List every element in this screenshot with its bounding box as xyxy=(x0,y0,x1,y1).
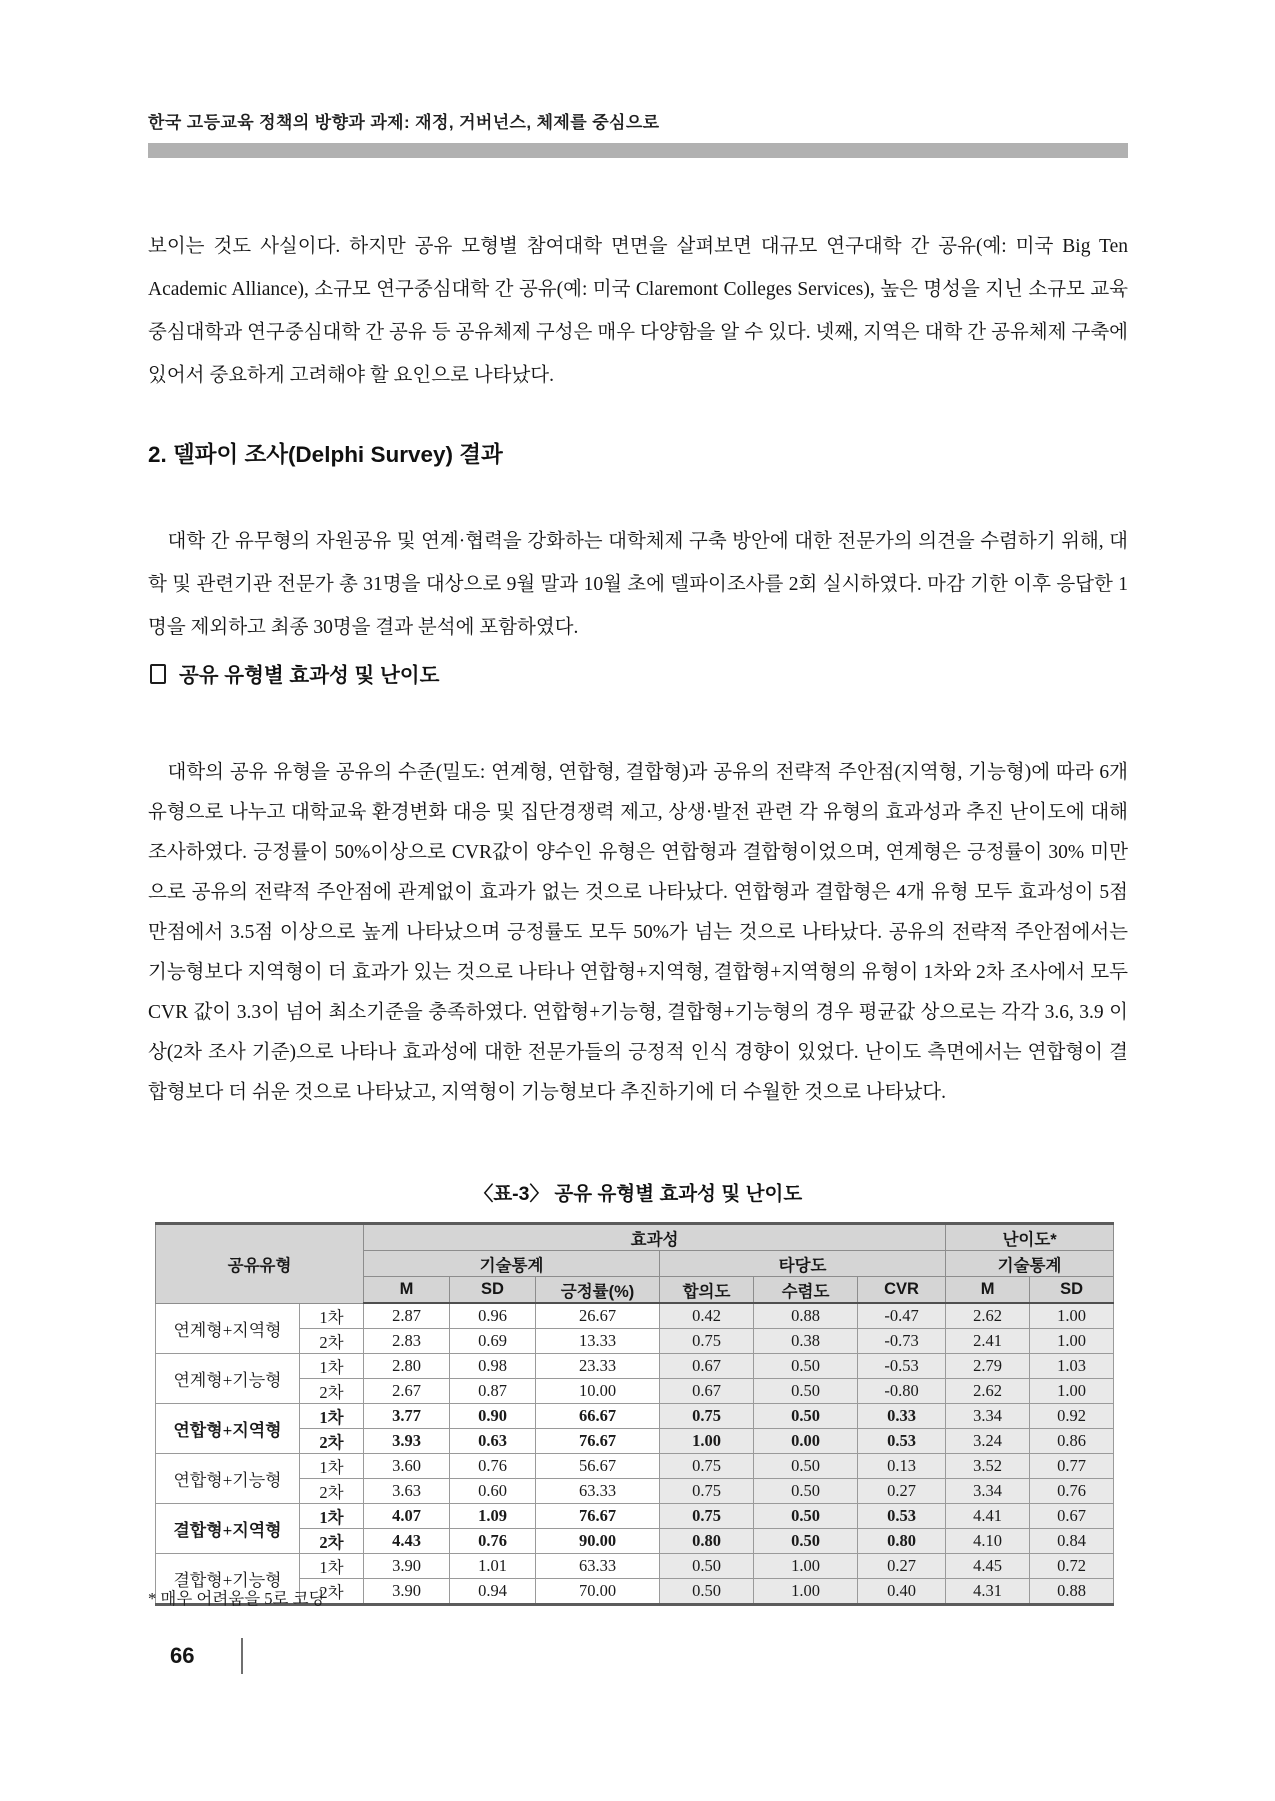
value-cell: 3.90 xyxy=(364,1578,450,1604)
value-cell: 0.67 xyxy=(1030,1503,1114,1528)
value-cell: 3.90 xyxy=(364,1553,450,1578)
value-cell: 0.27 xyxy=(858,1553,946,1578)
value-cell: 0.42 xyxy=(660,1303,754,1328)
value-cell: 2.87 xyxy=(364,1303,450,1328)
value-cell: 0.75 xyxy=(660,1453,754,1478)
section-heading: 2. 델파이 조사(Delphi Survey) 결과 xyxy=(148,442,503,467)
table-footnote: * 매우 어려움을 5로 코딩 xyxy=(148,1589,325,1608)
value-cell: 0.50 xyxy=(660,1553,754,1578)
value-cell: 0.50 xyxy=(754,1453,858,1478)
value-cell: 0.60 xyxy=(450,1478,536,1503)
value-cell: 0.50 xyxy=(754,1403,858,1428)
header-effectiveness: 효과성 xyxy=(364,1224,946,1251)
value-cell: 10.00 xyxy=(536,1378,660,1403)
header-col-agreement: 합의도 xyxy=(660,1277,754,1304)
header-desc-stats: 기술통계 xyxy=(364,1251,660,1277)
running-header xyxy=(148,108,1128,158)
round-cell: 2차 xyxy=(300,1478,364,1503)
value-cell: 2.41 xyxy=(946,1328,1030,1353)
value-cell: 13.33 xyxy=(536,1328,660,1353)
value-cell: 0.75 xyxy=(660,1478,754,1503)
value-cell: 4.31 xyxy=(946,1578,1030,1604)
value-cell: 0.50 xyxy=(754,1478,858,1503)
value-cell: 3.24 xyxy=(946,1428,1030,1453)
value-cell: 3.52 xyxy=(946,1453,1030,1478)
value-cell: 76.67 xyxy=(536,1428,660,1453)
value-cell: 0.76 xyxy=(450,1453,536,1478)
header-desc-stats-2: 기술통계 xyxy=(946,1251,1114,1277)
share-type-cell: 연계형+지역형 xyxy=(156,1303,300,1353)
share-type-cell: 연계형+기능형 xyxy=(156,1353,300,1403)
value-cell: 0.27 xyxy=(858,1478,946,1503)
round-cell: 1차 xyxy=(300,1553,364,1578)
table-row xyxy=(156,1303,1114,1328)
value-cell: -0.80 xyxy=(858,1378,946,1403)
table-row xyxy=(156,1378,1114,1403)
round-cell: 2차 xyxy=(300,1328,364,1353)
body-paragraph-3: 대학의 공유 유형을 공유의 수준(밀도: 연계형, 연합형, 결합형)과 공유의 전략적 주안점(지역형, 기능형)에 따라 6개 유형으로 나누고 대학교육 환경변화 대응 및 집단경쟁력 제고, 상생·발전 관련 각 유형의 효과성과 추진 난이도에 대해 조사하였다. 긍정률이 50%이상으로 CVR값이 양수인 유형은 연합형과 결합형이었으며, 연계형은 긍정률이 30% 미만으로 공유의 전략적 주안점에 관계없이 효과가 없는 것으로 나타났다. 연합형과 결합형은 4개 유형 모두 효과성이 5점 만점에서 3.5점 이상으로 높게 나타났으며 긍정률도 모두 50%가 넘는 것으로 나타났다. 공유의 전략적 주안점에서는 기능형보다 지역형이 더 효과가 있는 것으로 나타나 연합형+지역형, 결합형+지역형의 유형이 1차와 2차 조사에서 모두 CVR 값이 3.3이 넘어 최소기준을 충족하였다. 연합형+기능형, 결합형+기능형의 경우 평균값 상으로는 각각 3.6, 3.9 이상(2차 조사 기준)으로 나타나 효과성에 대한 전문가들의 긍정적 인식 경향이 있었다. 난이도 측면에서는 연합형이 결합형보다 더 쉬운 것으로 나타났고, 지역형이 기능형보다 추진하기에 더 수월한 것으로 나타났다. xyxy=(148,761,1128,1103)
sub-heading xyxy=(150,658,1130,688)
table-row xyxy=(156,1503,1114,1528)
share-type-cell: 결합형+지역형 xyxy=(156,1503,300,1553)
value-cell: 0.96 xyxy=(450,1303,536,1328)
header-col-m2: M xyxy=(946,1277,1030,1304)
value-cell: 0.94 xyxy=(450,1578,536,1604)
header-share-type: 공유유형 xyxy=(156,1224,364,1304)
value-cell: 0.50 xyxy=(754,1528,858,1553)
value-cell: 0.50 xyxy=(660,1578,754,1604)
table-row xyxy=(156,1528,1114,1553)
value-cell: 0.77 xyxy=(1030,1453,1114,1478)
share-type-cell: 연합형+지역형 xyxy=(156,1403,300,1453)
value-cell: -0.73 xyxy=(858,1328,946,1353)
value-cell: -0.47 xyxy=(858,1303,946,1328)
value-cell: 4.10 xyxy=(946,1528,1030,1553)
value-cell: 1.09 xyxy=(450,1503,536,1528)
value-cell: 2.80 xyxy=(364,1353,450,1378)
table-header xyxy=(156,1224,1114,1304)
value-cell: 0.53 xyxy=(858,1503,946,1528)
value-cell: 0.69 xyxy=(450,1328,536,1353)
value-cell: 0.00 xyxy=(754,1428,858,1453)
header-col-sd2: SD xyxy=(1030,1277,1114,1304)
value-cell: 0.75 xyxy=(660,1503,754,1528)
results-table-wrap xyxy=(155,1222,1113,1606)
header-col-positive-rate: 긍정률(%) xyxy=(536,1277,660,1304)
footer-divider-bar xyxy=(241,1638,243,1674)
running-header-title: 한국 고등교육 정책의 방향과 과제: 재정, 거버넌스, 체제를 중심으로 xyxy=(148,113,660,132)
value-cell: 1.00 xyxy=(660,1428,754,1453)
value-cell: 0.63 xyxy=(450,1428,536,1453)
value-cell: 0.72 xyxy=(1030,1553,1114,1578)
header-col-convergence: 수렴도 xyxy=(754,1277,858,1304)
value-cell: 0.88 xyxy=(1030,1578,1114,1604)
round-cell: 1차 xyxy=(300,1303,364,1328)
value-cell: 2.79 xyxy=(946,1353,1030,1378)
value-cell: 1.00 xyxy=(754,1553,858,1578)
value-cell: 26.67 xyxy=(536,1303,660,1328)
value-cell: 0.92 xyxy=(1030,1403,1114,1428)
table-row xyxy=(156,1328,1114,1353)
value-cell: 0.67 xyxy=(660,1378,754,1403)
results-table xyxy=(155,1222,1114,1606)
value-cell: 0.98 xyxy=(450,1353,536,1378)
value-cell: 3.34 xyxy=(946,1478,1030,1503)
value-cell: 0.76 xyxy=(450,1528,536,1553)
value-cell: 2.62 xyxy=(946,1378,1030,1403)
body-paragraph-1: 보이는 것도 사실이다. 하지만 공유 모형별 참여대학 면면을 살펴보면 대규모 연구대학 간 공유(예: 미국 Big Ten Academic Alliance), 소규모 연구중심대학 간 공유(예: 미국 Claremont Colleges Services), 높은 명성을 지닌 소규모 교육중심대학과 연구중심대학 간 공유 등 공유체제 구성은 매우 다양함을 알 수 있다. 넷째, 지역은 대학 간 공유체제 구축에 있어서 중요하게 고려해야 할 요인으로 나타났다. xyxy=(148,235,1128,386)
value-cell: 0.84 xyxy=(1030,1528,1114,1553)
value-cell: 2.83 xyxy=(364,1328,450,1353)
value-cell: 0.75 xyxy=(660,1328,754,1353)
table-row xyxy=(156,1478,1114,1503)
value-cell: 0.80 xyxy=(660,1528,754,1553)
value-cell: 1.00 xyxy=(1030,1328,1114,1353)
value-cell: 0.33 xyxy=(858,1403,946,1428)
value-cell: 70.00 xyxy=(536,1578,660,1604)
header-difficulty: 난이도* xyxy=(946,1224,1114,1251)
header-rule-bar xyxy=(148,143,1128,158)
value-cell: 0.76 xyxy=(1030,1478,1114,1503)
header-validity: 타당도 xyxy=(660,1251,946,1277)
table-row xyxy=(156,1453,1114,1478)
round-cell: 1차 xyxy=(300,1503,364,1528)
value-cell: 0.90 xyxy=(450,1403,536,1428)
value-cell: 0.50 xyxy=(754,1378,858,1403)
page-number: 66 xyxy=(170,1643,195,1668)
value-cell: 1.01 xyxy=(450,1553,536,1578)
value-cell: 0.75 xyxy=(660,1403,754,1428)
value-cell: 0.80 xyxy=(858,1528,946,1553)
value-cell: 4.41 xyxy=(946,1503,1030,1528)
value-cell: 23.33 xyxy=(536,1353,660,1378)
table-row xyxy=(156,1403,1114,1428)
value-cell: 2.62 xyxy=(946,1303,1030,1328)
value-cell: 3.60 xyxy=(364,1453,450,1478)
value-cell: 1.00 xyxy=(754,1578,858,1604)
header-col-cvr: CVR xyxy=(858,1277,946,1304)
value-cell: 3.34 xyxy=(946,1403,1030,1428)
round-cell: 1차 xyxy=(300,1453,364,1478)
value-cell: 1.00 xyxy=(1030,1378,1114,1403)
value-cell: 0.50 xyxy=(754,1353,858,1378)
value-cell: 1.00 xyxy=(1030,1303,1114,1328)
round-cell: 2차 xyxy=(300,1428,364,1453)
value-cell: 66.67 xyxy=(536,1403,660,1428)
table-title: 〈표-3〉 공유 유형별 효과성 및 난이도 xyxy=(473,1183,803,1205)
value-cell: 0.67 xyxy=(660,1353,754,1378)
value-cell: -0.53 xyxy=(858,1353,946,1378)
round-cell: 2차 xyxy=(300,1578,364,1604)
square-bullet-icon xyxy=(150,664,166,684)
value-cell: 0.40 xyxy=(858,1578,946,1604)
share-type-cell: 결합형+기능형 xyxy=(156,1553,300,1604)
table-row xyxy=(156,1428,1114,1453)
value-cell: 0.86 xyxy=(1030,1428,1114,1453)
body-paragraph-2: 대학 간 유무형의 자원공유 및 연계·협력을 강화하는 대학체제 구축 방안에 대한 전문가의 의견을 수렴하기 위해, 대학 및 관련기관 전문가 총 31명을 대상으로 9월 말과 10월 초에 델파이조사를 2회 실시하였다. 마감 기한 이후 응답한 1명을 제외하고 최종 30명을 결과 분석에 포함하였다. xyxy=(148,530,1128,638)
value-cell: 4.43 xyxy=(364,1528,450,1553)
value-cell: 63.33 xyxy=(536,1478,660,1503)
value-cell: 3.77 xyxy=(364,1403,450,1428)
value-cell: 0.53 xyxy=(858,1428,946,1453)
share-type-cell: 연합형+기능형 xyxy=(156,1453,300,1503)
value-cell: 63.33 xyxy=(536,1553,660,1578)
header-col-m: M xyxy=(364,1277,450,1304)
value-cell: 3.93 xyxy=(364,1428,450,1453)
sub-heading-label: 공유 유형별 효과성 및 난이도 xyxy=(179,664,440,687)
value-cell: 90.00 xyxy=(536,1528,660,1553)
round-cell: 1차 xyxy=(300,1403,364,1428)
value-cell: 76.67 xyxy=(536,1503,660,1528)
value-cell: 4.45 xyxy=(946,1553,1030,1578)
round-cell: 2차 xyxy=(300,1378,364,1403)
value-cell: 0.38 xyxy=(754,1328,858,1353)
header-col-sd: SD xyxy=(450,1277,536,1304)
value-cell: 0.88 xyxy=(754,1303,858,1328)
table-row xyxy=(156,1553,1114,1578)
value-cell: 0.13 xyxy=(858,1453,946,1478)
page-footer xyxy=(170,1638,243,1678)
value-cell: 0.87 xyxy=(450,1378,536,1403)
value-cell: 0.50 xyxy=(754,1503,858,1528)
value-cell: 56.67 xyxy=(536,1453,660,1478)
value-cell: 4.07 xyxy=(364,1503,450,1528)
table-row xyxy=(156,1353,1114,1378)
round-cell: 1차 xyxy=(300,1353,364,1378)
table-body xyxy=(156,1303,1114,1604)
value-cell: 1.03 xyxy=(1030,1353,1114,1378)
round-cell: 2차 xyxy=(300,1528,364,1553)
value-cell: 2.67 xyxy=(364,1378,450,1403)
value-cell: 3.63 xyxy=(364,1478,450,1503)
